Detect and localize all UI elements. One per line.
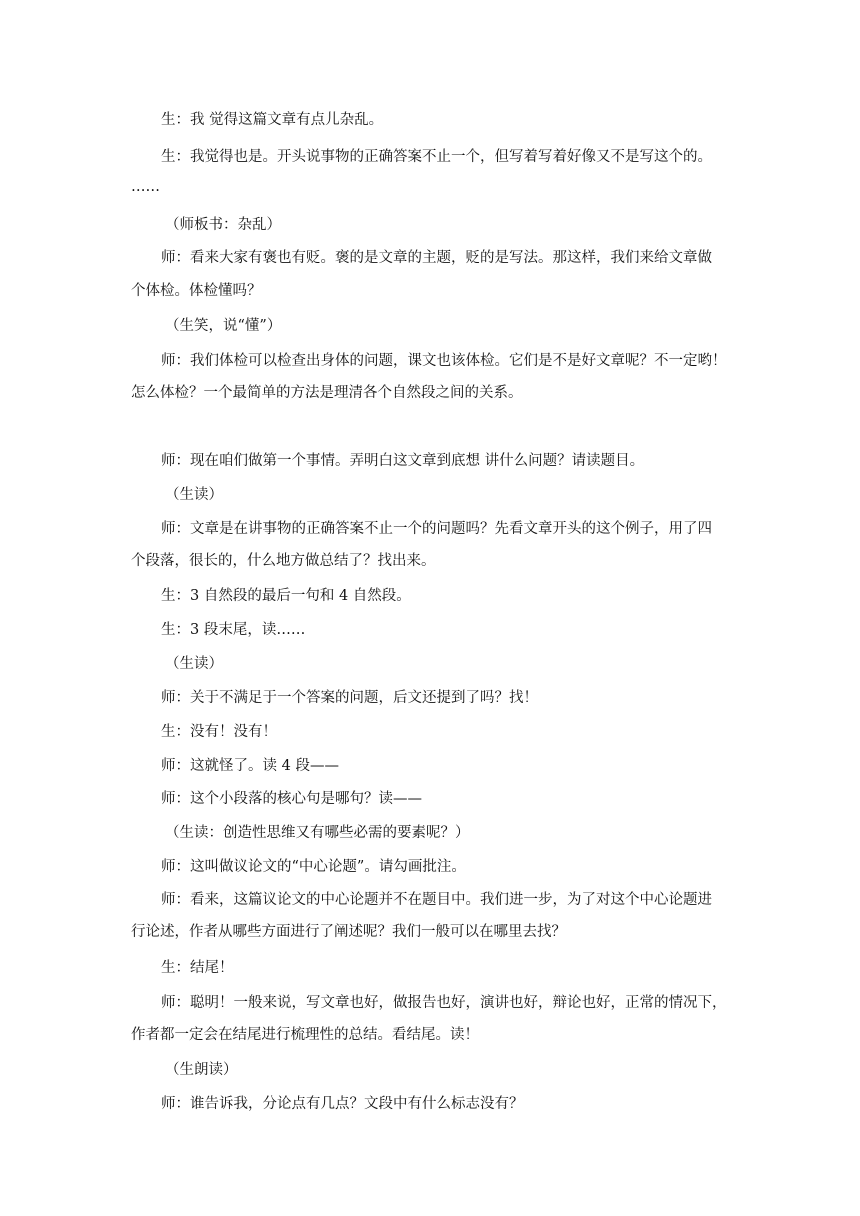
paragraph-10-line-1: 师：文章是在讲事物的正确答案不止一个的问题吗？先看文章开头的这个例子，用了四 bbox=[161, 521, 712, 537]
paragraph-9: （生读） bbox=[165, 487, 223, 503]
paragraph-10-line-2: 个段落，很长的，什么地方做总结了？找出来。 bbox=[131, 553, 436, 569]
paragraph-4-board-note: （师板书：杂乱） bbox=[165, 217, 281, 233]
paragraph-14: 师：关于不满足于一个答案的问题，后文还提到了吗？找！ bbox=[161, 690, 538, 706]
paragraph-7-line-1: 师：我们体检可以检查出身体的问题，课文也该体检。它们是不是好文章呢？不一定哟！ bbox=[161, 353, 727, 369]
paragraph-22-line-2: 作者都一定会在结尾进行梳理性的总结。看结尾。读！ bbox=[131, 1027, 479, 1043]
paragraph-5-line-1: 师：看来大家有褒也有贬。褒的是文章的主题，贬的是写法。那这样，我们来给文章做 bbox=[161, 250, 712, 266]
paragraph-15: 生：没有！没有！ bbox=[161, 724, 277, 740]
paragraph-5-line-2: 个体检。体检懂吗？ bbox=[131, 283, 262, 299]
paragraph-1: 生：我 觉得这篇文章有点儿杂乱。 bbox=[161, 112, 384, 128]
paragraph-11: 生：3 自然段的最后一句和 4 自然段。 bbox=[161, 588, 411, 604]
paragraph-3-ellipsis: …… bbox=[131, 179, 160, 195]
paragraph-17: 师：这个小段落的核心句是哪句？读—— bbox=[161, 791, 422, 807]
paragraph-23: （生朗读） bbox=[165, 1062, 238, 1078]
paragraph-13: （生读） bbox=[165, 656, 223, 672]
paragraph-20-line-2: 行论述，作者从哪些方面进行了阐述呢？我们一般可以在哪里去找？ bbox=[131, 924, 566, 940]
paragraph-12: 生：3 段末尾，读…… bbox=[161, 622, 306, 638]
paragraph-20-line-1: 师：看来，这篇议论文的中心论题并不在题目中。我们进一步，为了对这个中心论题进 bbox=[161, 892, 712, 908]
paragraph-8: 师：现在咱们做第一个事情。弄明白这文章到底想 讲什么问题？请读题目。 bbox=[161, 453, 645, 469]
paragraph-7-line-2: 怎么体检？一个最简单的方法是理清各个自然段之间的关系。 bbox=[131, 385, 523, 401]
paragraph-6: （生笑，说“懂”） bbox=[165, 318, 282, 334]
paragraph-16: 师：这就怪了。读 4 段—— bbox=[161, 758, 339, 774]
paragraph-21: 生：结尾！ bbox=[161, 960, 234, 976]
paragraph-24: 师：谁告诉我，分论点有几点？文段中有什么标志没有？ bbox=[161, 1096, 524, 1112]
paragraph-22-line-1: 师：聪明！一般来说，写文章也好，做报告也好，演讲也好，辩论也好，正常的情况下， bbox=[161, 995, 727, 1011]
paragraph-2: 生：我觉得也是。开头说事物的正确答案不止一个，但写着写着好像又不是写这个的。 bbox=[161, 149, 712, 165]
paragraph-18: （生读：创造性思维又有哪些必需的要素呢？） bbox=[165, 825, 470, 841]
paragraph-19: 师：这叫做议论文的“中心论题”。请勾画批注。 bbox=[161, 859, 466, 875]
